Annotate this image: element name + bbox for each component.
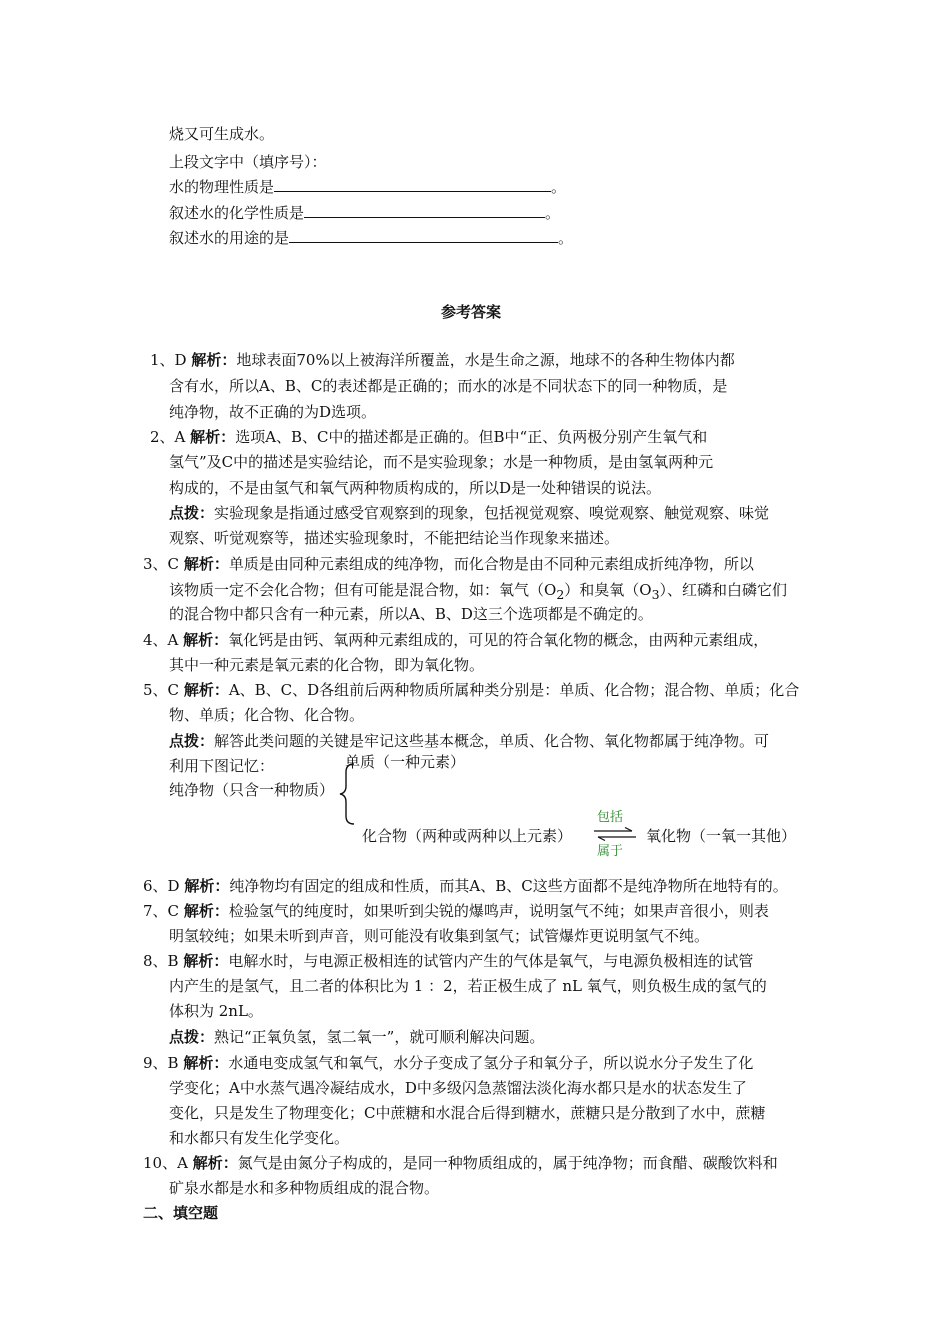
answer-blank[interactable]	[274, 177, 551, 192]
answer-number: 8、B	[143, 952, 179, 970]
label-analysis: 解析：	[183, 681, 229, 699]
text-line: 其中一种元素是氧元素的化合物，即为氧化物。	[169, 656, 485, 674]
answer-blank[interactable]	[289, 228, 558, 243]
answer-10	[143, 1153, 778, 1173]
answer-number: 7、C	[143, 902, 180, 920]
answer-9	[143, 1053, 753, 1073]
label-analysis: 解析：	[184, 877, 230, 895]
text-line: 变化，只是发生了物理变化；C中蔗糖和水混合后得到糖水，蔗糖只是分散到了水中，蔗糖	[169, 1104, 766, 1122]
label-tip: 点拨：	[169, 1028, 215, 1046]
text-line: 学变化；A中水蒸气遇冷凝结成水，D中多级闪急蒸馏法淡化海水都只是水的状态发生了	[169, 1079, 747, 1097]
answer-number: 9、B	[143, 1054, 179, 1072]
label-analysis: 解析：	[192, 1154, 238, 1172]
diagram-single-substance: 单质（一种元素）	[345, 753, 466, 771]
text-line: 烧又可生成水。	[169, 125, 275, 143]
text-line: 利用下图记忆：	[169, 757, 275, 775]
text-line: 内产生的是氢气，且二者的体积比为 1 ：2，若正极生成了 nL 氧气，则负极生成的氢气的	[169, 977, 767, 995]
curly-brace-icon	[338, 762, 358, 826]
label-analysis: 解析：	[190, 428, 236, 446]
period: 。	[551, 178, 567, 196]
label-analysis: 解析：	[183, 1054, 229, 1072]
answer-text: A、B、C、D各组前后两种物质所属种类分别是：单质、化合物；混合物、单质；化合	[228, 681, 800, 699]
answer-6	[143, 876, 788, 896]
text-line: 明氢较纯；如果未听到声音，则可能没有收集到氢气；试管爆炸更说明氢气不纯。	[169, 927, 710, 945]
text-line: 矿泉水都是水和多种物质组成的混合物。	[169, 1179, 440, 1197]
answer-number: 2、A	[150, 428, 186, 446]
text-line: 纯净物，故不正确的为D选项。	[169, 403, 377, 421]
fill-line-use	[169, 228, 573, 248]
text-line: 构成的，不是由氢气和氧气两种物质构成的，所以D是一处种错误的说法。	[169, 479, 662, 497]
tip-line	[169, 503, 769, 523]
answer-number: 10、A	[143, 1154, 188, 1172]
label-analysis: 解析：	[191, 351, 237, 369]
label-analysis: 解析：	[183, 631, 229, 649]
answer-text: 检验氢气的纯度时，如果听到尖锐的爆鸣声，说明氢气不纯；如果声音很小，则表	[228, 902, 769, 920]
answer-blank[interactable]	[304, 203, 545, 218]
answer-text: 地球表面70%以上被海洋所覆盖，水是生命之源，地球不的各种生物体内都	[236, 351, 735, 369]
subscript: 3	[651, 587, 660, 602]
tip-text: 实验现象是指通过感受官观察到的现象，包括视觉观察、嗅觉观察、触觉观察、味觉	[214, 504, 770, 522]
answer-text: 选项A、B、C中的描述都是正确的。但B中“正、负两极分别产生氧气和	[235, 428, 708, 446]
period: 。	[545, 204, 561, 222]
answer-number: 5、C	[143, 681, 180, 699]
section-title: 参考答案	[441, 303, 502, 321]
text-line: 体积为 2nL。	[169, 1002, 263, 1020]
text-part: ）、红磷和白磷它们	[659, 581, 788, 599]
answer-number: 4、A	[143, 631, 179, 649]
tip-text: 熟记“正氧负氢，氢二氧一”，就可顺利解决问题。	[214, 1028, 545, 1046]
label-tip: 点拨：	[169, 504, 215, 522]
subscript: 2	[556, 587, 565, 602]
text-line: 和水都只有发生化学变化。	[169, 1129, 350, 1147]
answer-text: 单质是由同种元素组成的纯净物，而化合物是由不同种元素组成折纯净物，所以	[228, 555, 754, 573]
answer-4	[143, 630, 768, 650]
period: 。	[558, 229, 574, 247]
tip-line	[169, 1027, 544, 1047]
answer-7	[143, 901, 769, 921]
answer-text: 电解水时，与电源正极相连的试管内产生的气体是氧气，与电源负极相连的试管	[228, 952, 754, 970]
tip-line	[169, 731, 769, 751]
prompt-text: 水的物理性质是	[169, 178, 275, 196]
text-line: 的混合物中都只含有一种元素，所以A、B、D这三个选项都是不确定的。	[169, 605, 653, 623]
text-line: 含有水，所以A、B、C的表述都是正确的；而水的冰是不同状态下的同一种物质，是	[169, 377, 728, 395]
diagram-label-includes: 包括	[597, 810, 624, 825]
double-arrow-icon	[592, 827, 638, 841]
diagram-label-belongs: 属于	[597, 844, 624, 859]
tip-text: 解答此类问题的关键是牢记这些基本概念，单质、化合物、氧化物都属于纯净物。可	[214, 732, 770, 750]
fill-line-chemical	[169, 203, 560, 223]
answer-text: 氧化钙是由钙、氧两种元素组成的，可见的符合氧化物的概念，由两种元素组成，	[228, 631, 769, 649]
text-line: 氢气”及C中的描述是实验结论，而不是实验现象；水是一种物质，是由氢氧两种元	[169, 453, 714, 471]
answer-number: 3、C	[143, 555, 180, 573]
answer-number: 1、D	[150, 351, 187, 369]
text-part: ）和臭氧（O	[564, 581, 652, 599]
text-line: 观察、听觉观察等，描述实验现象时，不能把结论当作现象来描述。	[169, 529, 620, 547]
diagram-oxide: 氧化物（一氧一其他）	[646, 827, 797, 845]
label-analysis: 解析：	[183, 902, 229, 920]
text-part: 该物质一定不会化合物；但有可能是混合物，如：氧气（O	[169, 581, 557, 599]
text-line	[169, 580, 787, 605]
answer-3	[143, 554, 754, 574]
answer-text: 纯净物均有固定的组成和性质，而其A、B、C这些方面都不是纯净物所在地特有的。	[229, 877, 788, 895]
text-line: 上段文字中（填序号）：	[169, 153, 327, 171]
text-line: 物、单质；化合物、化合物。	[169, 706, 365, 724]
label-tip: 点拨：	[169, 732, 215, 750]
fill-line-physical	[169, 177, 566, 197]
prompt-text: 叙述水的用途的是	[169, 229, 290, 247]
answer-text: 氮气是由氮分子构成的，是同一种物质组成的，属于纯净物；而食醋、碳酸饮料和	[237, 1154, 778, 1172]
answer-1	[150, 350, 735, 370]
answer-8	[143, 951, 753, 971]
answer-number: 6、D	[143, 877, 180, 895]
section-heading-fill-in: 二、填空题	[143, 1204, 219, 1222]
prompt-text: 叙述水的化学性质是	[169, 204, 305, 222]
label-analysis: 解析：	[183, 555, 229, 573]
answer-text: 水通电变成氢气和氧气，水分子变成了氢分子和氧分子，所以说水分子发生了化	[228, 1054, 754, 1072]
label-analysis: 解析：	[183, 952, 229, 970]
diagram-pure-substance: 纯净物（只含一种物质）	[169, 781, 335, 799]
answer-5	[143, 680, 799, 700]
diagram-compound: 化合物（两种或两种以上元素）	[362, 827, 573, 845]
answer-2	[150, 427, 707, 447]
